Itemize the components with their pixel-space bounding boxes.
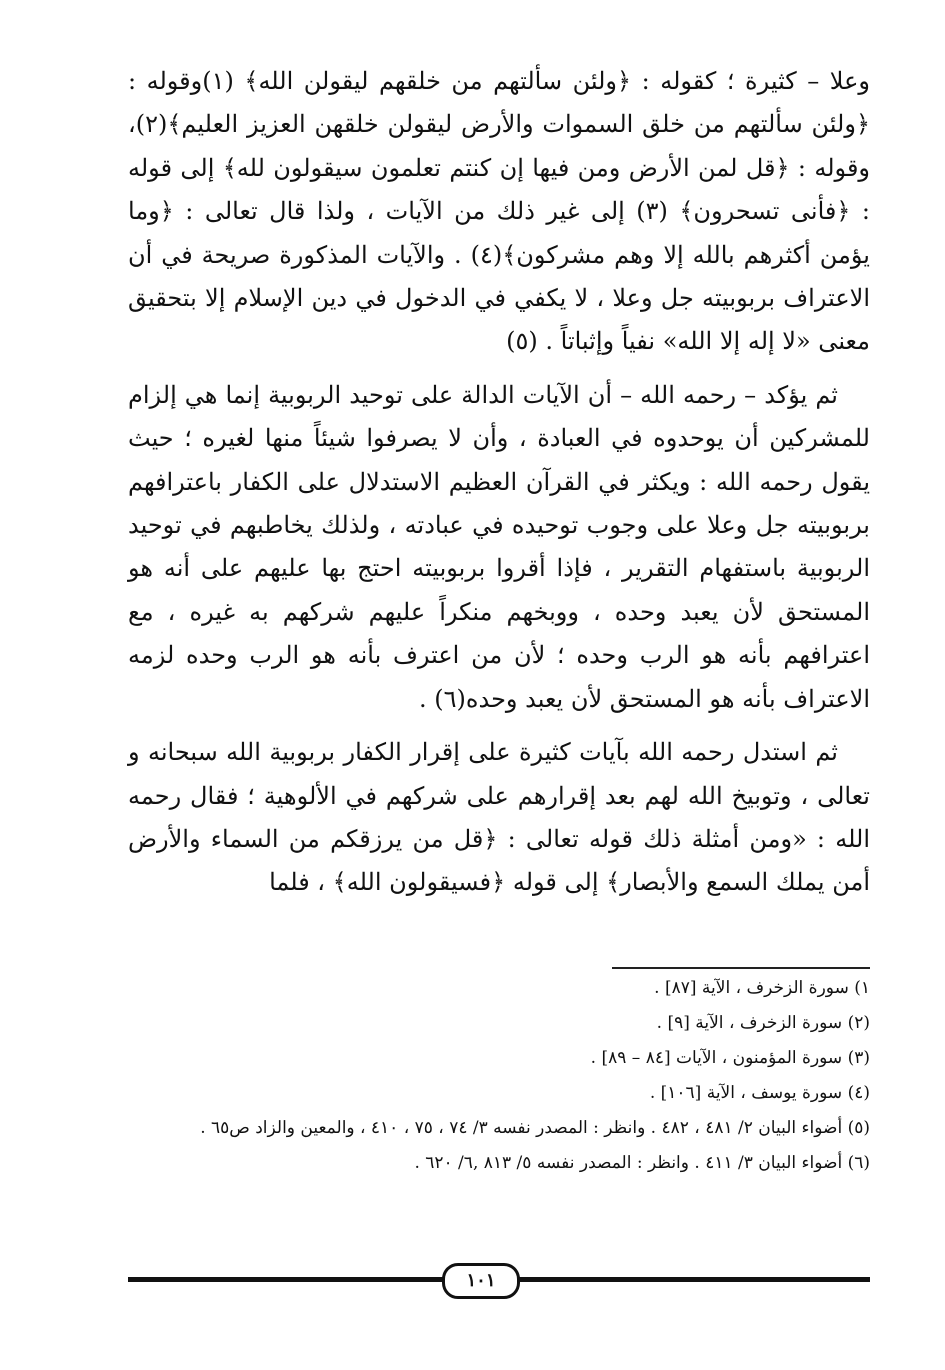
footnote-5: (٥) أضواء البيان ٢/ ٤٨١ ، ٤٨٢ . وانظر : المصدر نفسه ٣/ ٧٤ ، ٧٥ ، ٤١٠ ، والمعين والزاد ص٦٥ . [200,1118,870,1138]
footnote-6: (٦) أضواء البيان ٣/ ٤١١ . وانظر : المصدر نفسه ٥/ ٨١٣ ,٦/ ٦٢٠ . [414,1153,870,1173]
footnote-4: (٤) سورة يوسف ، الآية [١٠٦] . [649,1083,870,1103]
footnote-separator [612,967,870,969]
paragraph-1: وعلا – كثيرة ؛ كقوله : ﴿ولئن سألتهم من خلقهم ليقولن الله﴾ (١)وقوله : ﴿ولئن سألتهم من خلق السموات والأرض ليقولن خلقهن العزيز العليم﴾(٢)، وقوله : ﴿قل لمن الأرض ومن فيها إن كنتم تعلمون سيقولون لله﴾ إلى قوله : ﴿فأنى تسحرون﴾ (٣) إلى غير ذلك من الآيات ، ولذا قال تعالى : ﴿وما يؤمن أكثرهم بالله إلا وهم مشركون﴾(٤) . والآيات المذكورة صريحة في أن الاعتراف بربوبيته جل وعلا ، لا يكفي في الدخول في دين الإسلام إلا بتحقيق معنى «لا إله إلا الله» نفياً وإثباتاً . (٥) [128,67,871,356]
footnotes [128,973,870,1183]
paragraph-3: ثم استدل رحمه الله بآيات كثيرة على إقرار الكفار بربوبية الله سبحانه و تعالى ، وتوبيخ الله لهم بعد إقرارهم على شركهم في الألوهية ؛ فقال رحمه الله : «ومن أمثلة ذلك قوله تعالى : ﴿قل من يرزقكم من السماء والأرض أمن يملك السمع والأبصار﴾ إلى قوله ﴿فسيقولون الله﴾ ، فلما [128,738,870,897]
paragraph-2: ثم يؤكد – رحمه الله – أن الآيات الدالة على توحيد الربوبية إنما هي إلزام للمشركين أن يوحدوه في العبادة ، وأن لا يصرفوا شيئاً منها لغيره ؛ حيث يقول رحمه الله : ويكثر في القرآن العظيم الاستدلال على الكفار باعترافهم بربوبيته جل وعلا على وجوب توحيده في عبادته ، ولذلك يخاطبهم في توحيد الربوبية باستفهام التقرير ، فإذا أقروا بربوبيته احتج بها عليهم على أنه هو المستحق لأن يعبد وحده ، ووبخهم منكراً عليهم شركهم به غيره ، مع اعترافهم بأنه هو الرب وحده ؛ لأن من اعترف بأنه هو الرب وحده لزمه الاعتراف بأنه هو المستحق لأن يعبد وحده(٦) . [128,380,870,713]
footnote-3: (٣) سورة المؤمنون ، الآيات [٨٤ – ٨٩] . [590,1048,870,1068]
page-number: ١٠١ [442,1263,520,1299]
body-text [128,60,870,915]
footnote-2: (٢) سورة الزخرف ، الآية [٩] . [656,1013,870,1033]
footnote-1: ١) سورة الزخرف ، الآية [٨٧] . [654,978,870,998]
